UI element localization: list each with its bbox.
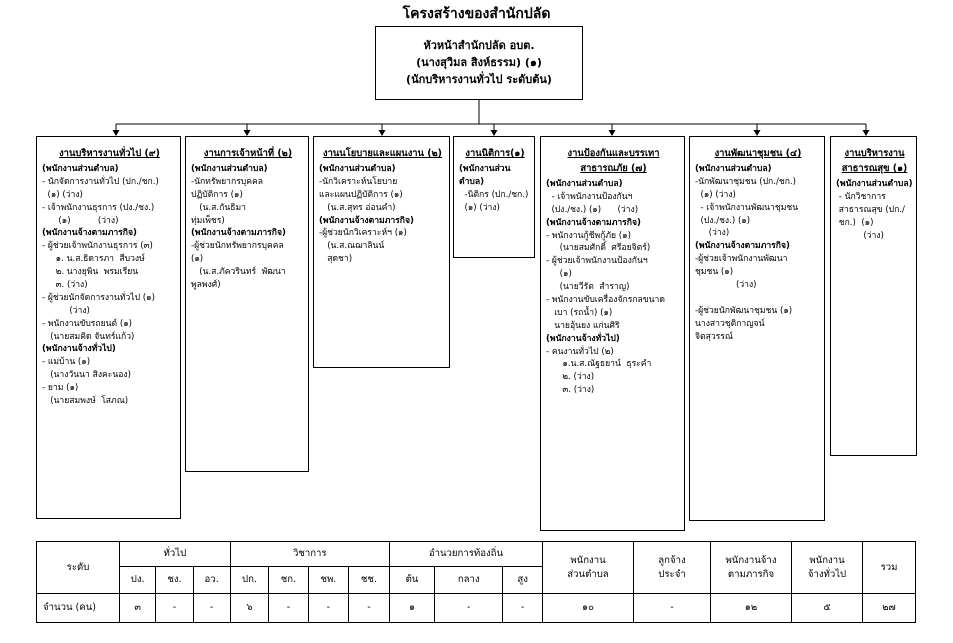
- count-cell: -: [435, 594, 503, 623]
- sub-header: ปก.: [230, 567, 269, 594]
- position-line: สุดชา): [319, 254, 353, 265]
- staff-category-heading: (พนักงานจ้างทั่วไป): [42, 344, 116, 355]
- position-line: (๑) (ว่าง): [42, 215, 119, 226]
- head-line: (นางสุวิมล สิงห์ธรรม) (๑): [416, 56, 542, 69]
- position-line: ๑. น.ส.ธิดารภา สีบวงษ์: [42, 254, 145, 265]
- staff-summary-table: [36, 541, 916, 623]
- level-header: ระดับ: [37, 542, 120, 594]
- staff-category-heading: (พนักงานส่วน: [459, 164, 511, 174]
- position-line: -ผู้ช่วยนักวิเคราะห์ฯ (๑): [319, 228, 407, 239]
- position-line: -นักทรัพยากรบุคคล: [191, 176, 264, 187]
- position-line: ๓. (ว่าง): [42, 280, 88, 291]
- position-line: (ว่าง): [695, 228, 730, 239]
- position-line: - เจ้าพนักงานธุรการ (ปง./ชง.): [42, 202, 155, 213]
- position-line: ทุ่มเพ็ชร): [191, 215, 225, 226]
- department-title: งานนโยบายและแผนงาน (๒): [323, 148, 442, 159]
- staff-category-heading: (พนักงานส่วนตำบล): [42, 164, 119, 174]
- position-line: ปฏิบัติการ (๑): [191, 189, 243, 200]
- position-line: จิตสุวรรณ์: [695, 331, 733, 342]
- staff-category-heading: (พนักงานส่วนตำบล): [191, 164, 268, 174]
- position-line: -ผู้ช่วยเจ้าพนักงานพัฒนา: [695, 254, 788, 265]
- count-cell: -: [193, 594, 230, 623]
- department-title: งานการเจ้าหน้าที่ (๒): [203, 148, 293, 159]
- position-line: -ผู้ช่วยนักทรัพยากรบุคคล: [191, 241, 284, 252]
- position-line: [695, 292, 821, 305]
- count-cell: ๕: [792, 594, 863, 623]
- sub-header: ชช.: [349, 567, 390, 594]
- staff-category-heading: (พนักงานส่วนตำบล): [319, 164, 396, 174]
- position-line: (น.ส.ณฌาลินน์: [319, 241, 385, 252]
- department-disaster-prevention: [540, 136, 685, 531]
- position-line: -นักวิเคราะห์นโยบาย: [319, 176, 398, 187]
- count-cell: ๑๐: [543, 594, 634, 623]
- sub-header: ปง.: [120, 567, 156, 594]
- position-line: (นายสมคิด จันทร์แก้ว): [42, 331, 135, 342]
- sub-header: สูง: [503, 567, 543, 594]
- sub-header: ชก.: [269, 567, 308, 594]
- position-line: (นายสมศักดิ์ ศรีอยจิตร์): [546, 243, 651, 254]
- position-line: (ว่าง): [836, 230, 884, 241]
- staff-col-header: พนักงาน ส่วนตำบล: [543, 542, 634, 594]
- position-line: ๒. นางยุพิน พรมเรียน: [42, 267, 139, 278]
- position-line: (๑): [546, 269, 572, 280]
- count-cell: -: [156, 594, 193, 623]
- department-policy-planning: [313, 136, 450, 368]
- department-title: งานป้องกันและบรรเทาสาธารณภัย (๗): [567, 148, 660, 174]
- position-line: สาธารณสุข (ปก./: [836, 204, 905, 215]
- position-line: นางสาวชุติกาญจน์: [695, 318, 765, 329]
- position-line: (นางวันนา สิงคะนอง): [42, 370, 131, 381]
- position-line: (ว่าง): [42, 305, 90, 316]
- staff-category-heading: (พนักงานส่วนตำบล): [836, 179, 913, 189]
- position-line: (๑) (ว่าง): [42, 189, 83, 200]
- department-title: งานนิติการ(๑): [465, 148, 525, 159]
- count-cell: -: [349, 594, 390, 623]
- position-line: - แม่บ้าน (๑): [42, 357, 91, 368]
- staff-category-heading: (พนักงานจ้างตามภารกิจ): [546, 217, 641, 228]
- staff-category-heading: (พนักงานจ้างตามภารกิจ): [695, 241, 790, 252]
- position-line: ชก.) (๑): [836, 217, 874, 228]
- staff-category-heading: (พนักงานจ้างทั่วไป): [546, 333, 620, 344]
- position-line: เบา (รถน้ำ) (๑): [546, 307, 613, 318]
- position-line: นายอุ้นยง แก่นศิริ: [546, 320, 620, 331]
- position-line: (๑) (ว่าง): [459, 202, 500, 213]
- department-title: งานบริหารงานสาธารณสุข (๑): [841, 148, 908, 174]
- position-line: (น.ส.กันธิมา: [191, 202, 246, 213]
- position-line: - พนักงานกู้ชีพกู้ภัย (๑): [546, 230, 631, 241]
- position-line: (น.ส.สุทร อ่อนคำ): [319, 202, 396, 213]
- department-community-development: [689, 136, 825, 521]
- staff-category-heading: (พนักงานส่วนตำบล): [695, 164, 772, 174]
- position-line: - เจ้าพนักงานพัฒนาชุมชน: [695, 202, 799, 213]
- count-cell: ๑๒: [711, 594, 792, 623]
- department-legal: [453, 136, 535, 258]
- position-line: และแผนปฏิบัติการ (๑): [319, 189, 403, 200]
- group-general-header: ทั่วไป: [120, 542, 231, 567]
- position-line: (นายสมพงษ์ โสภณ): [42, 396, 129, 407]
- position-line: (๑): [191, 254, 204, 265]
- count-cell: ๒๗: [863, 594, 916, 623]
- sub-header: ต้น: [389, 567, 434, 594]
- position-line: (น.ส.ภัควรินทร์ พัฒนา: [191, 267, 286, 278]
- count-cell: -: [269, 594, 308, 623]
- position-line: - คนงานทั่วไป (๒): [546, 346, 614, 357]
- position-line: (ปง./ชง.) (๑) (ว่าง): [546, 204, 639, 215]
- group-local-header: อำนวยการท้องถิ่น: [389, 542, 542, 567]
- position-line: -นิติกร (ปก./ชก.): [459, 189, 529, 200]
- position-line: - ยาม (๑): [42, 383, 79, 394]
- sub-header: ชง.: [156, 567, 193, 594]
- general-employee-col-header: พนักงาน จ้างทั่วไป: [792, 542, 863, 594]
- count-cell: -: [308, 594, 348, 623]
- position-line: - พนักงานขับรถยนต์ (๑): [42, 318, 133, 329]
- position-line: (ปง./ชง.) (๑): [695, 215, 751, 226]
- position-line: - ผู้ช่วยเจ้าพนักงานป้องกันฯ: [546, 256, 648, 267]
- position-line: ๓. (ว่าง): [546, 385, 595, 396]
- count-cell: ๖: [230, 594, 269, 623]
- head-line: หัวหน้าสำนักปลัด อบต.: [423, 39, 535, 52]
- count-cell: ๓: [120, 594, 156, 623]
- head-line: (นักบริหารงานทั่วไป ระดับต้น): [406, 73, 552, 86]
- count-cell: -: [503, 594, 543, 623]
- department-title: งานบริหารงานทั่วไป (๙): [59, 148, 160, 159]
- position-line: (นายวีรัต สำราญ): [546, 282, 630, 293]
- position-line: ชุมชน (๑): [695, 267, 734, 278]
- department-general-admin: [36, 136, 181, 519]
- count-cell: ๑: [389, 594, 434, 623]
- department-personnel: [185, 136, 309, 472]
- position-line: ๒. (ว่าง): [546, 372, 595, 383]
- sub-header: กลาง: [435, 567, 503, 594]
- position-line: (ว่าง): [695, 280, 757, 291]
- staff-category-heading: (พนักงานจ้างตามภารกิจ): [319, 215, 414, 226]
- page-title: โครงสร้างของสำนักปลัด: [402, 6, 551, 22]
- count-row-label: จำนวน (คน): [37, 594, 120, 623]
- permanent-employee-col-header: ลูกจ้าง ประจำ: [634, 542, 711, 594]
- total-col-header: รวม: [863, 542, 916, 594]
- position-line: พูลพงศ์): [191, 280, 221, 291]
- staff-category-heading: (พนักงานส่วนตำบล): [546, 179, 623, 189]
- position-line: - พนักงานขับเครื่องจักรกลขนาด: [546, 295, 665, 306]
- sub-header: อว.: [193, 567, 230, 594]
- department-title: งานพัฒนาชุมชน (๔): [714, 148, 802, 159]
- position-line: - ผู้ช่วยนักจัดการงานทั่วไป (๑): [42, 292, 155, 303]
- position-line: -นักพัฒนาชุมชน (ปก./ชก.): [695, 176, 797, 187]
- department-public-health: [830, 136, 917, 456]
- position-line: - ผู้ช่วยเจ้าพนักงานธุรการ (๓): [42, 241, 153, 252]
- position-line: (๑) (ว่าง): [695, 189, 736, 200]
- mission-employee-col-header: พนักงานจ้าง ตามภารกิจ: [711, 542, 792, 594]
- position-line: - นักจัดการงานทั่วไป (ปก./ชก.): [42, 176, 159, 187]
- position-line: -ผู้ช่วยนักพัฒนาชุมชน (๑): [695, 305, 793, 316]
- group-academic-header: วิชาการ: [230, 542, 389, 567]
- sub-header: ชพ.: [308, 567, 348, 594]
- count-cell: -: [634, 594, 711, 623]
- staff-category-heading: (พนักงานจ้างตามภารกิจ): [191, 228, 286, 239]
- staff-category-heading: ตำบล): [459, 176, 485, 187]
- position-line: - นักวิชาการ: [836, 191, 886, 202]
- position-line: - เจ้าพนักงานป้องกันฯ: [546, 191, 633, 202]
- staff-category-heading: (พนักงานจ้างตามภารกิจ): [42, 228, 137, 239]
- position-line: ๑.น.ส.ณัฐธยาน์ ธุระคำ: [546, 359, 652, 370]
